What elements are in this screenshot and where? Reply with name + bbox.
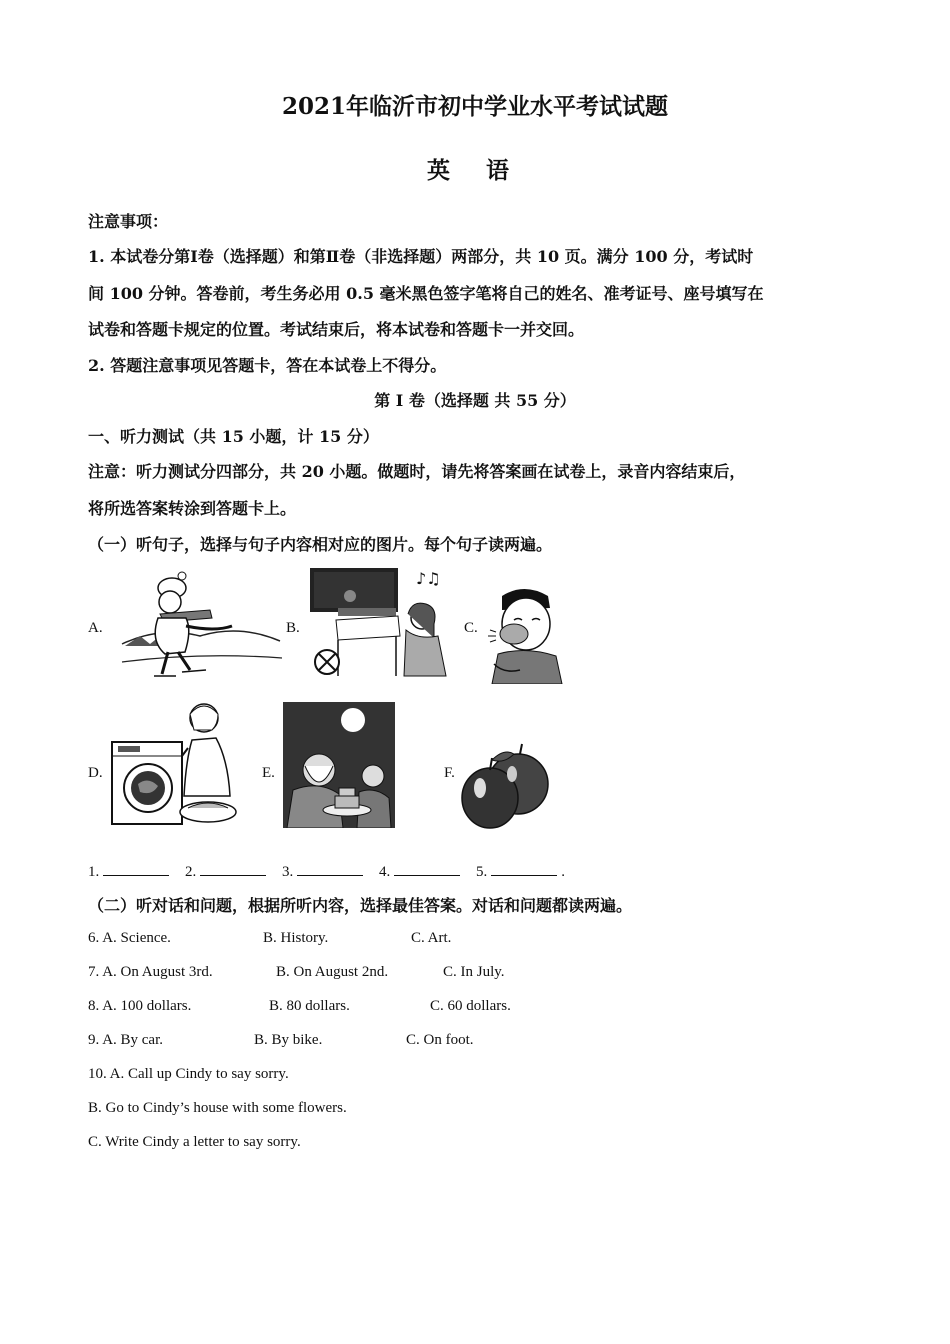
notice-item-1-line-3: 试卷和答题卡规定的位置。考试结束后，将本试卷和答题卡一并交回。	[88, 320, 585, 339]
question-6-option-c: C. Art.	[411, 930, 452, 946]
notice-item-1-line-1: 1. 本试卷分第Ⅰ卷（选择题）和第Ⅱ卷（非选择题）两部分，共 10 页。满分 100 分，考试时	[88, 247, 754, 266]
blank-3-line[interactable]	[297, 861, 363, 876]
question-8-option-b: B. 80 dollars.	[269, 998, 350, 1014]
listening-note-line-2: 将所选答案转涂到答题卡上。	[88, 499, 297, 518]
subject-title: 英 语	[426, 157, 523, 184]
question-8	[88, 998, 191, 1015]
question-9-number: 9.	[88, 1032, 100, 1048]
question-6-option-a: A. Science.	[102, 930, 171, 946]
picture-f-label: F.	[444, 765, 455, 781]
question-9-option-c: C. On foot.	[406, 1032, 474, 1048]
question-10-option-c: C. Write Cindy a letter to say sorry.	[88, 1134, 301, 1150]
question-7	[88, 964, 213, 981]
washing-machine-image	[108, 700, 238, 828]
section-listening-heading: 一、听力测试（共 15 小题，计 15 分）	[88, 427, 379, 446]
blank-4-number: 4.	[379, 864, 391, 880]
notice-heading: 注意事项：	[88, 212, 169, 231]
notice-item-2: 2. 答题注意事项见答题卡，答在本试卷上不得分。	[88, 356, 447, 375]
answer-blanks-row	[88, 861, 565, 881]
picture-c-label: C.	[464, 620, 478, 636]
sub-section-1-heading: （一）听句子，选择与句子内容相对应的图片。每个句子读两遍。	[88, 535, 553, 554]
question-9-option-b: B. By bike.	[254, 1032, 323, 1048]
question-10-option-a: 10. A. Call up Cindy to say sorry.	[88, 1066, 289, 1082]
exam-title: 2021年临沂市初中学业水平考试试题	[281, 93, 668, 120]
question-8-option-a: A. 100 dollars.	[102, 998, 192, 1014]
part1-heading: 第 I 卷（选择题 共 55 分）	[374, 391, 576, 410]
question-9	[88, 1032, 163, 1049]
question-10-option-b: B. Go to Cindy’s house with some flowers.	[88, 1100, 347, 1116]
blank-1-number: 1.	[88, 864, 100, 880]
svg-text:♪♫: ♪♫	[416, 569, 441, 588]
picture-a-label: A.	[88, 620, 103, 636]
sick-boy-image	[484, 584, 566, 684]
picture-b-label: B.	[286, 620, 300, 636]
question-6-option-b: B. History.	[263, 930, 329, 946]
question-6-number: 6.	[88, 930, 100, 946]
question-6	[88, 930, 171, 947]
question-7-option-a: A. On August 3rd.	[102, 964, 213, 980]
picture-e-label: E.	[262, 765, 275, 781]
blank-2-line[interactable]	[200, 861, 266, 876]
question-8-option-c: C. 60 dollars.	[430, 998, 511, 1014]
classroom-music-image	[308, 566, 450, 678]
blank-5-line[interactable]	[491, 861, 557, 876]
blank-1-line[interactable]	[103, 861, 169, 876]
question-7-option-b: B. On August 2nd.	[276, 964, 389, 980]
picture-d-label: D.	[88, 765, 103, 781]
moon-festival-image	[283, 702, 395, 828]
question-8-number: 8.	[88, 998, 100, 1014]
question-7-number: 7.	[88, 964, 100, 980]
apples-image	[460, 742, 554, 834]
question-9-option-a: A. By car.	[102, 1032, 164, 1048]
listening-note-line-1: 注意：听力测试分四部分，共 20 小题。做题时，请先将答案画在试卷上，录音内容结束后，	[88, 462, 746, 481]
blank-5-number: 5.	[476, 864, 488, 880]
blank-end-period: .	[561, 864, 565, 880]
blank-2-number: 2.	[185, 864, 197, 880]
skater-image	[120, 566, 285, 680]
notice-item-1-line-2: 间 100 分钟。答卷前，考生务必用 0.5 毫米黑色签字笔将自己的姓名、准考证号、座号填写在	[88, 284, 764, 303]
blank-3-number: 3.	[282, 864, 294, 880]
question-7-option-c: C. In July.	[443, 964, 505, 980]
blank-4-line[interactable]	[394, 861, 460, 876]
sub-section-2-heading: （二）听对话和问题，根据所听内容，选择最佳答案。对话和问题都读两遍。	[88, 896, 633, 915]
